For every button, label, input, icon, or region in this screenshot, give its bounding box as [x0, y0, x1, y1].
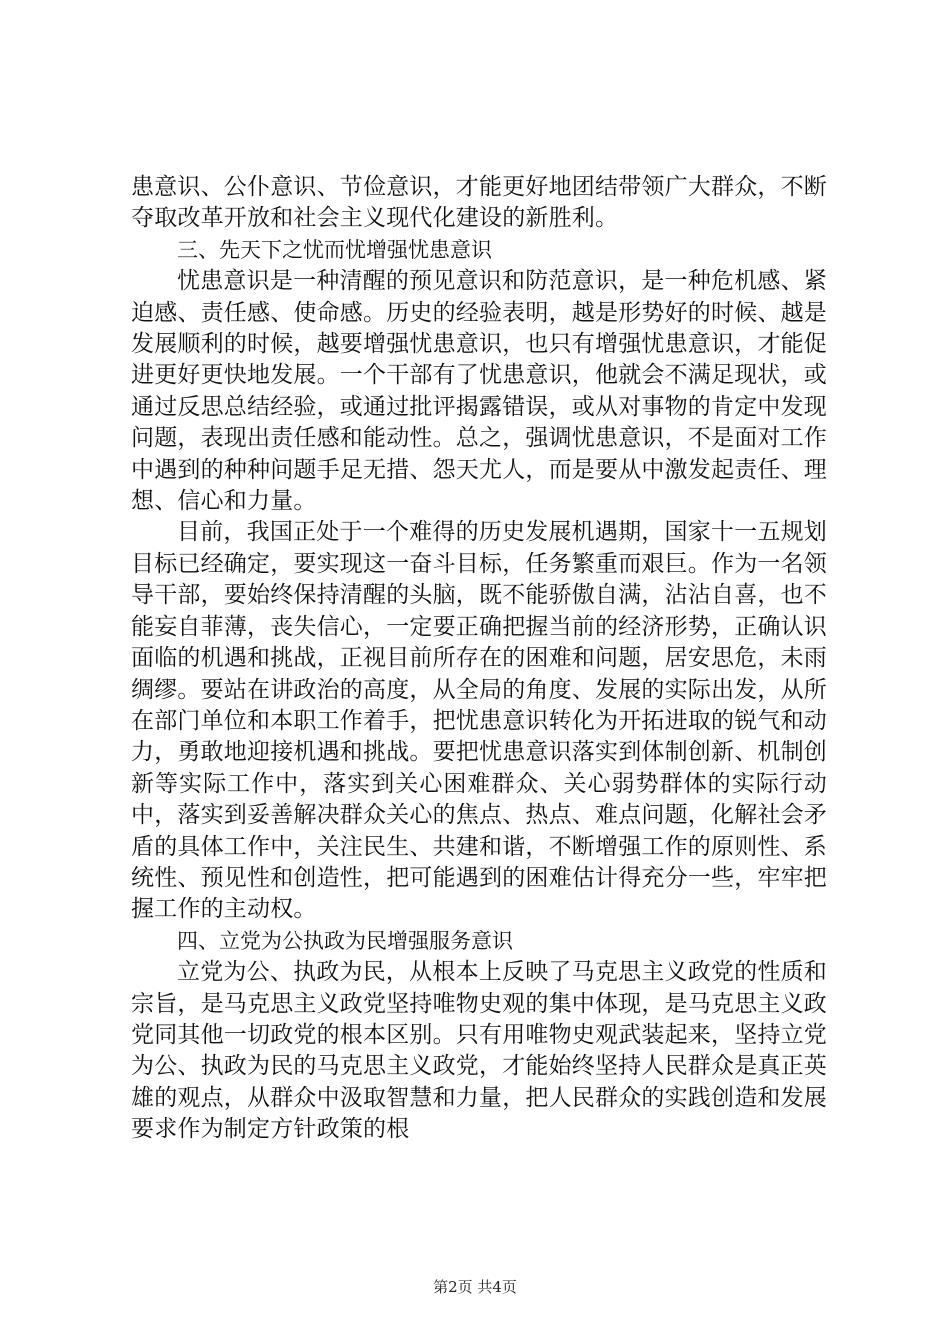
document-body — [131, 172, 827, 1146]
section-heading-4: 四、立党为公执政为民增强服务意识 — [177, 928, 513, 953]
paragraph-current-situation: 目前，我国正处于一个难得的历史发展机遇期，国家十一五规划目标已经确定，要实现这一奋斗目标，任务繁重而艰巨。作为一名领导干部，要始终保持清醒的头脑，既不能骄傲自满，沾沾自喜，也不能妄自菲薄，丧失信心，一定要正确把握当前的经济形势，正确认识面临的机遇和挑战，正视目前所存在的困难和问题，居安思危，未雨绸缪。要站在讲政治的高度，从全局的角度、发展的实际出发，从所在部门单位和本职工作着手，把忧患意识转化为开拓进取的锐气和动力，勇敢地迎接机遇和挑战。要把忧患意识落实到体制创新、机制创新等实际工作中，落实到关心困难群众、关心弱势群体的实际行动中，落实到妥善解决群众关心的焦点、热点、难点问题，化解社会矛盾的具体工作中，关注民生、共建和谐，不断增强工作的原则性、系统性、预见性和创造性，把可能遇到的困难估计得充分一些，牢牢把握工作的主动权。 — [131, 519, 827, 923]
paragraph-worry-awareness: 忧患意识是一种清醒的预见意识和防范意识，是一种危机感、紧迫感、责任感、使命感。历史的经验表明，越是形势好的时候、越是发展顺利的时候，越要增强忧患意识，也只有增强忧患意识，才能促进更好更快地发展。一个干部有了忧患意识，他就会不满足现状，或通过反思总结经验，或通过批评揭露错误，或从对事物的肯定中发现问题，表现出责任感和能动性。总之，强调忧患意识，不是面对工作中遇到的种种问题手足无措、怨天尤人，而是要从中激发起责任、理想、信心和力量。 — [131, 268, 827, 515]
paragraph-serve-people: 立党为公、执政为民，从根本上反映了马克思主义政党的性质和宗旨，是马克思主义政党坚持唯物史观的集中体现，是马克思主义政党同其他一切政党的根本区别。只有用唯物史观武装起来，坚持立党为公、执政为民的马克思主义政党，才能始终坚持人民群众是真正英雄的观点，从群众中汲取智慧和力量，把人民群众的实践创造和发展要求作为制定方针政策的根 — [131, 959, 827, 1143]
paragraph-continuation: 患意识、公仆意识、节俭意识，才能更好地团结带领广大群众，不断夺取改革开放和社会主义现代化建设的新胜利。 — [131, 174, 827, 232]
section-heading-3: 三、先天下之忧而忧增强忧患意识 — [177, 237, 492, 262]
page-footer: 第2页 共4页 — [433, 1278, 517, 1296]
